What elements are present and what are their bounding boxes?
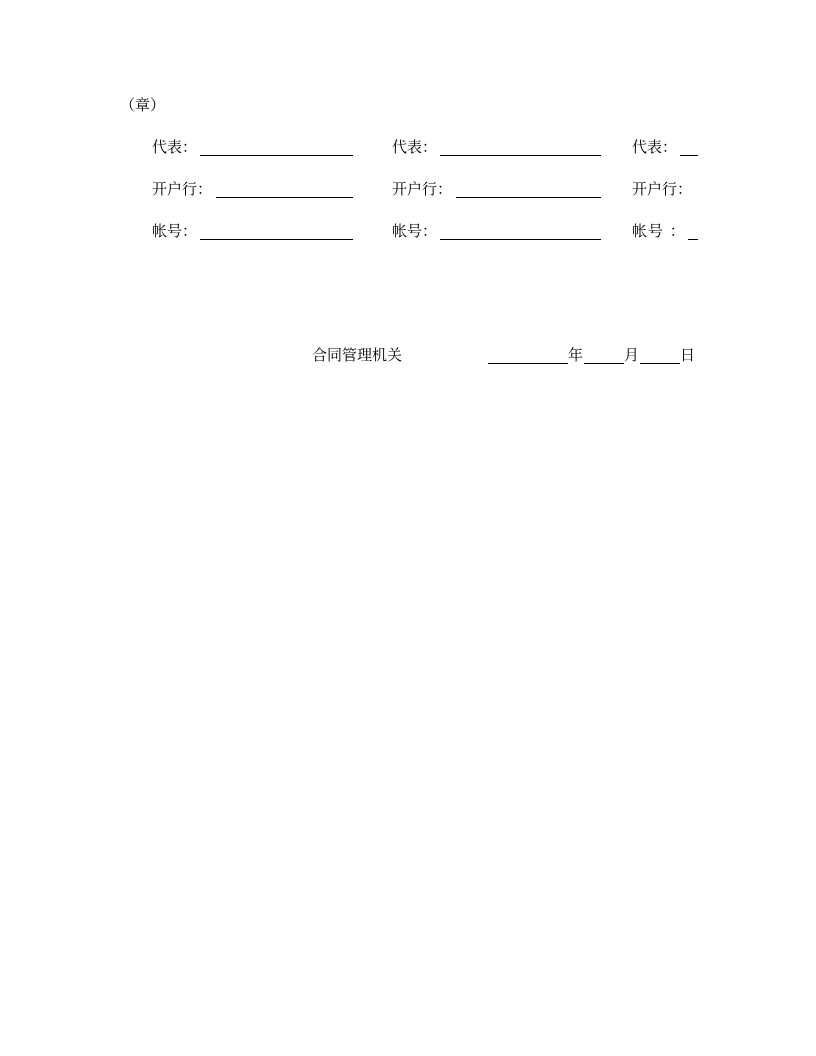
- party-2-account-blank: [440, 239, 601, 240]
- month-label: 月: [624, 346, 640, 364]
- party-2-representative-blank: [440, 155, 601, 156]
- party-3-representative-blank: [680, 155, 698, 156]
- party-3-account-label: 帐号 ：: [632, 222, 686, 240]
- seal-label: （章）: [120, 96, 166, 114]
- party-1-representative-label: 代表：: [152, 138, 198, 156]
- party-3-bank-label: 开户行：: [632, 180, 693, 198]
- authority-label: 合同管理机关: [312, 346, 403, 364]
- party-2-bank-blank: [456, 197, 601, 198]
- party-2-bank-label: 开户行：: [392, 180, 453, 198]
- party-3-representative-label: 代表：: [632, 138, 678, 156]
- day-label: 日: [680, 346, 696, 364]
- party-3-account-blank: [688, 239, 698, 240]
- month-blank: [584, 363, 624, 364]
- party-1-account-label: 帐号：: [152, 222, 198, 240]
- year-blank: [488, 363, 568, 364]
- party-1-bank-blank: [216, 197, 353, 198]
- day-blank: [640, 363, 680, 364]
- party-3-account-row: [632, 222, 698, 246]
- party-3-bank-row: [632, 180, 698, 204]
- party-2-representative-label: 代表：: [392, 138, 438, 156]
- party-2-account-label: 帐号：: [392, 222, 438, 240]
- party-1-bank-label: 开户行：: [152, 180, 213, 198]
- party-1-representative-blank: [200, 155, 353, 156]
- year-label: 年: [568, 346, 584, 364]
- party-1-account-blank: [200, 239, 353, 240]
- party-3-representative-row: [632, 138, 698, 162]
